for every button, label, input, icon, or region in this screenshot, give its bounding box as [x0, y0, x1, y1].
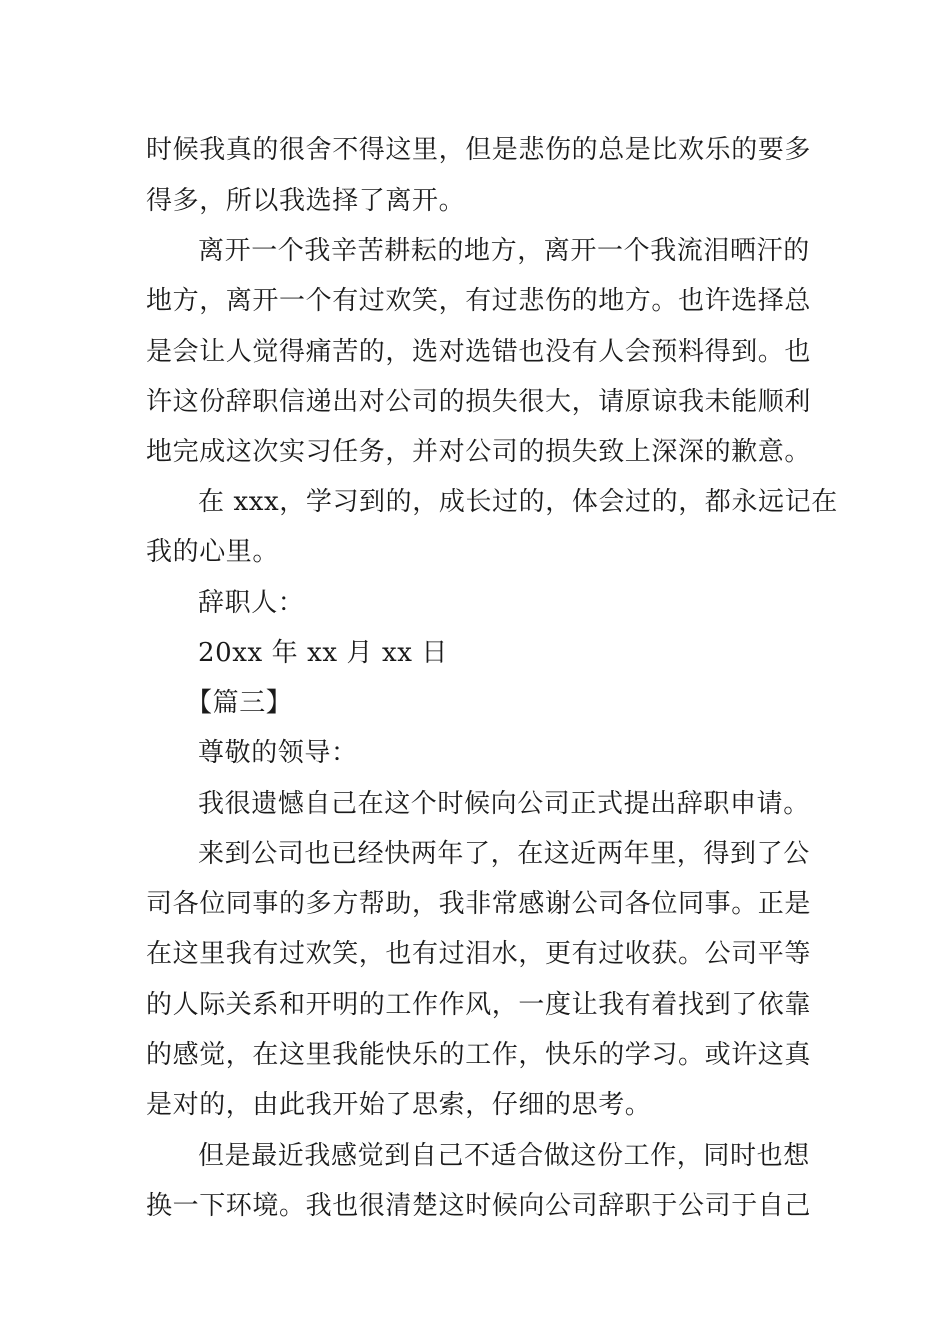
paragraph-line: 是会让人觉得痛苦的，选对选错也没有人会预料得到。也: [146, 337, 812, 367]
paragraph-line: 是对的，由此我开始了思索，仔细的思考。: [146, 1090, 652, 1120]
paragraph-line: 我的心里。: [146, 537, 280, 567]
paragraph-line: 换一下环境。我也很清楚这时候向公司辞职于公司于自己: [146, 1191, 812, 1221]
paragraph-line: 许这份辞职信递出对公司的损失很大，请原谅我未能顺利: [146, 387, 812, 417]
paragraph-line: 在 xxx，学习到的，成长过的，体会过的，都永远记在: [198, 487, 838, 517]
paragraph-line: 地完成这次实习任务，并对公司的损失致上深深的歉意。: [146, 437, 812, 467]
signature-label: 辞职人：: [198, 588, 305, 618]
paragraph-line: 但是最近我感觉到自己不适合做这份工作，同时也想: [198, 1141, 810, 1171]
paragraph-line: 地方，离开一个有过欢笑，有过悲伤的地方。也许选择总: [146, 286, 812, 316]
paragraph-line: 的感觉，在这里我能快乐的工作，快乐的学习。或许这真: [146, 1040, 812, 1070]
paragraph-line: 来到公司也已经快两年了，在这近两年里，得到了公: [198, 839, 810, 869]
paragraph-line: 时候我真的很舍不得这里，但是悲伤的总是比欢乐的要多: [146, 135, 812, 165]
paragraph-line: 在这里我有过欢笑，也有过泪水，更有过收获。公司平等: [146, 939, 812, 969]
paragraph-line: 我很遗憾自己在这个时候向公司正式提出辞职申请。: [198, 789, 810, 819]
date-line: 20xx 年 xx 月 xx 日: [198, 638, 448, 668]
paragraph-line: 离开一个我辛苦耕耘的地方，离开一个我流泪晒汗的: [198, 236, 810, 266]
salutation: 尊敬的领导：: [198, 738, 358, 768]
paragraph-line: 的人际关系和开明的工作作风，一度让我有着找到了依靠: [146, 990, 812, 1020]
paragraph-line: 司各位同事的多方帮助，我非常感谢公司各位同事。正是: [146, 889, 812, 919]
section-heading: 【篇三】: [186, 688, 293, 718]
paragraph-line: 得多，所以我选择了离开。: [146, 186, 466, 216]
